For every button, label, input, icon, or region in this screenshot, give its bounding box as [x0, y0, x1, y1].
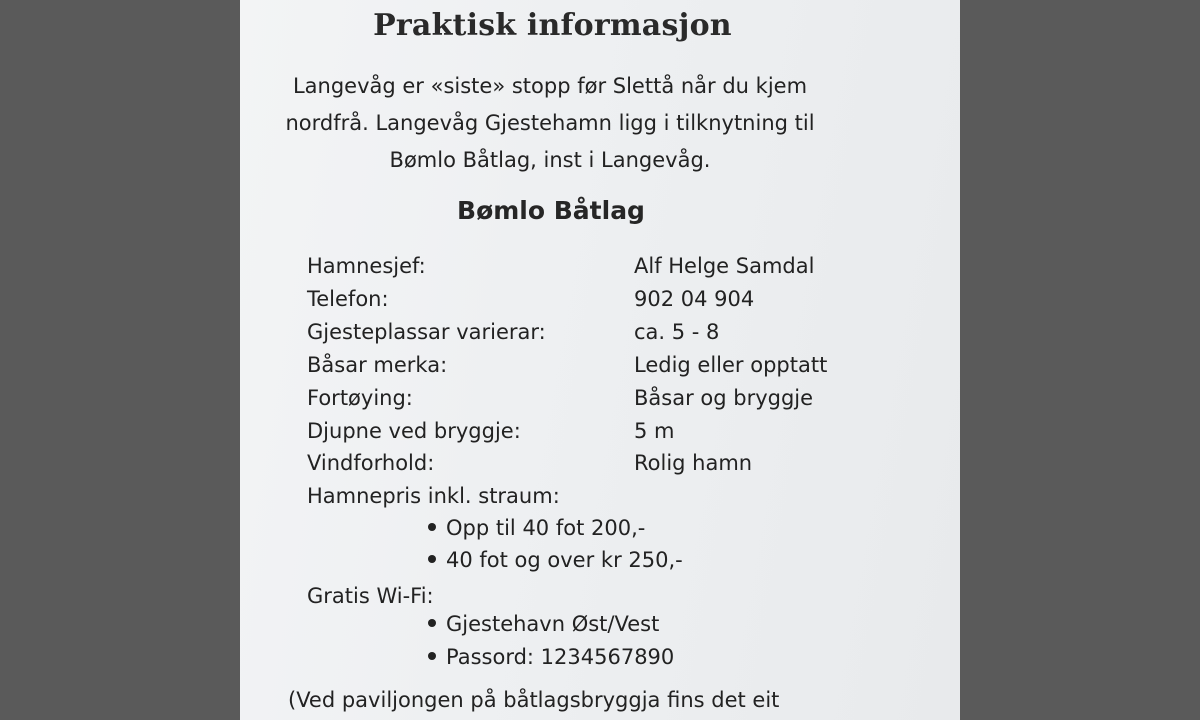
detail-row-phone [307, 287, 754, 311]
detail-label: Gjesteplassar varierar: [307, 320, 546, 344]
bullet-icon [428, 652, 436, 660]
detail-value: Ledig eller opptatt [634, 353, 828, 377]
detail-row-harbour-master [307, 254, 814, 278]
detail-label: Telefon: [307, 287, 389, 311]
price-item: 40 fot og over kr 250,- [446, 548, 683, 572]
wifi-item: Gjestehavn Øst/Vest [446, 612, 660, 636]
list-item [428, 645, 674, 669]
detail-value: Båsar og bryggje [634, 386, 814, 410]
bullet-icon [428, 523, 436, 531]
footer-note: (Ved paviljongen på båtlagsbryggja fins det eit [288, 688, 780, 712]
list-item [428, 548, 683, 572]
wifi-item: Passord: 1234567890 [446, 645, 675, 669]
detail-value: Alf Helge Samdal [634, 254, 815, 278]
list-item [428, 516, 645, 540]
document-page [240, 0, 960, 720]
detail-value: ca. 5 - 8 [634, 320, 720, 344]
detail-value: 902 04 904 [634, 287, 755, 311]
price-heading: Hamnepris inkl. straum: [307, 484, 560, 508]
page-title: Praktisk informasjon [373, 8, 732, 43]
intro-line: Langevåg er «siste» stopp før Slettå når du kjem [292, 74, 808, 98]
detail-value: Rolig hamn [634, 451, 753, 475]
intro-paragraph [240, 68, 860, 179]
detail-row-wind [307, 451, 752, 475]
price-item: Opp til 40 fot 200,- [446, 516, 646, 540]
bullet-icon [428, 555, 436, 563]
detail-label: Djupne ved bryggje: [307, 419, 521, 443]
bullet-icon [428, 619, 436, 627]
detail-row-guest-berths [307, 320, 719, 344]
detail-value: 5 m [634, 419, 675, 443]
detail-label: Vindforhold: [307, 451, 435, 475]
detail-row-depth [307, 419, 675, 443]
section-heading: Bømlo Båtlag [457, 196, 645, 225]
intro-line: Bømlo Båtlag, inst i Langevåg. [389, 148, 711, 172]
detail-label: Fortøying: [307, 386, 413, 410]
wifi-heading: Gratis Wi-Fi: [307, 584, 434, 608]
detail-label: Båsar merka: [307, 353, 448, 377]
intro-line: nordfrå. Langevåg Gjestehamn ligg i tilknytning til [285, 111, 815, 135]
detail-label: Hamnesjef: [307, 254, 426, 278]
list-item [428, 612, 659, 636]
detail-row-mooring [307, 386, 813, 410]
detail-row-berths-marked [307, 353, 827, 377]
